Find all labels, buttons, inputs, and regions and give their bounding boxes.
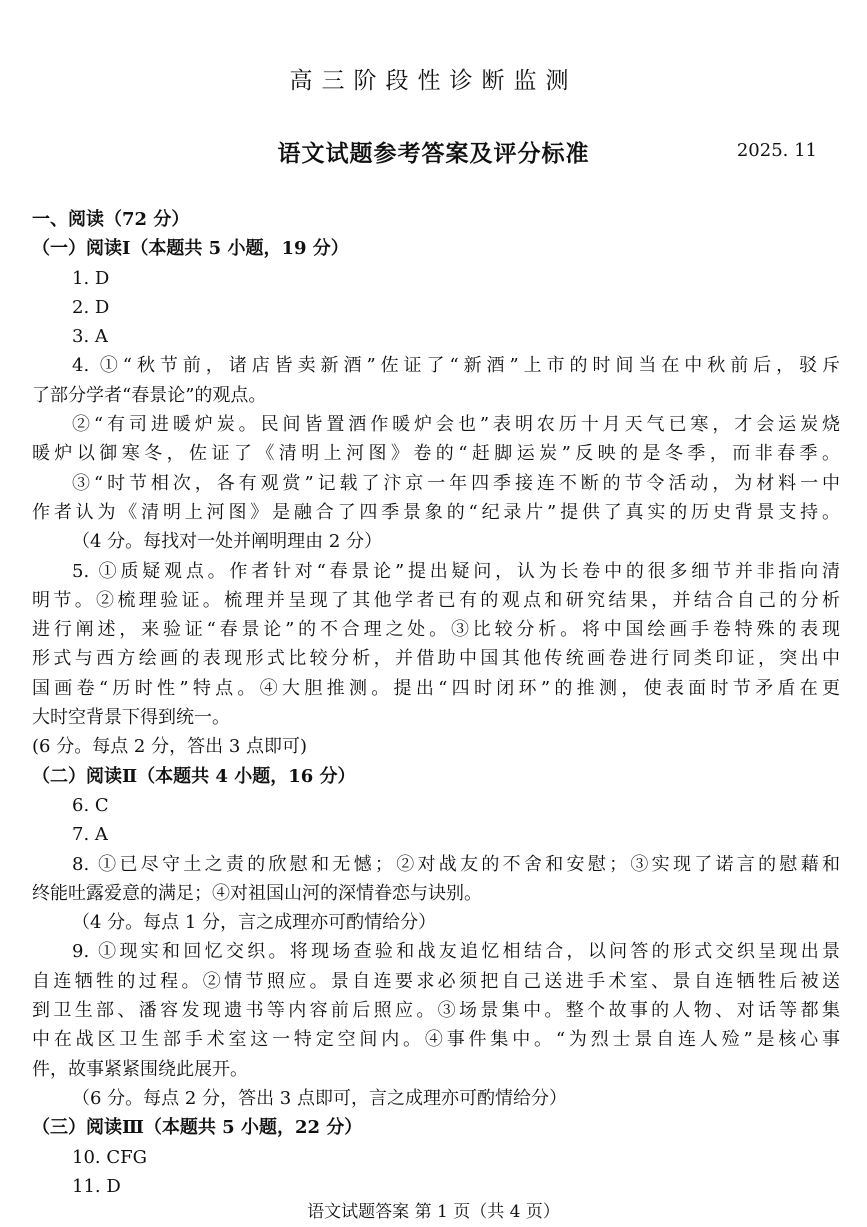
answer-line: 件，故事紧紧围绕此展开。 <box>32 1058 248 1080</box>
answer-line: 10. CFG <box>72 1146 147 1168</box>
section-heading: （一）阅读Ⅰ（本题共 5 小题，19 分） <box>32 238 349 260</box>
answer-line: 明节。②梳理验证。梳理并呈现了其他学者已有的观点和研究结果，并结合自己的分析 <box>32 589 840 611</box>
answer-line: 1. D <box>72 267 110 289</box>
answer-line: （6 分。每点 2 分，答出 3 点即可，言之成理亦可酌情给分） <box>72 1087 567 1109</box>
answer-line: 8. ①已尽守土之责的欣慰和无憾；②对战友的不舍和安慰；③实现了诺言的慰藉和 <box>72 853 840 875</box>
answer-line: 进行阐述，来验证“春景论”的不合理之处。③比较分析。将中国绘画手卷特殊的表现 <box>32 619 840 641</box>
page-footer: 语文试题答案 第 1 页（共 4 页） <box>307 1202 560 1222</box>
answer-line: 4. ①“秋节前，诸店皆卖新酒”佐证了“新酒”上市的时间当在中秋前后，驳斥 <box>72 355 840 377</box>
answer-line: 国画卷“历时性”特点。④大胆推测。提出“四时闭环”的推测，使表面时节矛盾在更 <box>32 677 840 699</box>
answer-line: 到卫生部、潘容发现遗书等内容前后照应。③场景集中。整个故事的人物、对话等都集 <box>32 1000 840 1022</box>
answer-line: 了部分学者“春景论”的观点。 <box>32 384 267 406</box>
document-date: 2025. 11 <box>736 140 817 161</box>
section-heading: （二）阅读Ⅱ（本题共 4 小题，16 分） <box>32 765 356 787</box>
answer-line: 终能吐露爱意的满足；④对祖国山河的深情眷恋与诀别。 <box>32 882 482 904</box>
answer-line: （4 分。每找对一处并阐明理由 2 分） <box>72 531 383 553</box>
answer-line: ③“时节相次，各有观赏”记载了汴京一年四季接连不断的节令活动，为材料一中 <box>72 472 840 494</box>
section-heading: （三）阅读Ⅲ（本题共 5 小题，22 分） <box>32 1117 363 1139</box>
answer-line: 大时空背景下得到统一。 <box>32 707 230 729</box>
answer-line: 11. D <box>72 1175 121 1197</box>
answer-line: 中在战区卫生部手术室这一特定空间内。④事件集中。“为烈士景自连人殓”是核心事 <box>32 1029 840 1051</box>
answer-line: 自连牺牲的过程。②情节照应。景自连要求必须把自己送进手术室、景自连牺牲后被送 <box>32 970 840 992</box>
section-heading: 一、阅读（72 分） <box>32 209 190 230</box>
answer-line: 暖炉以御寒冬，佐证了《清明上河图》卷的“赶脚运炭”反映的是冬季，而非春季。 <box>32 443 840 465</box>
answer-line: 9. ①现实和回忆交织。将现场查验和战友追忆相结合，以问答的形式交织呈现出景 <box>72 941 840 963</box>
document-subtitle: 语文试题参考答案及评分标准 <box>277 140 590 167</box>
answer-line: ②“有司进暖炉炭。民间皆置酒作暖炉会也”表明农历十月天气已寒，才会运炭烧 <box>72 414 840 436</box>
document-title: 高三阶段性诊断监测 <box>289 68 578 94</box>
answer-line: 7. A <box>72 824 108 846</box>
answer-line: 6. C <box>72 794 109 816</box>
answer-line: 3. A <box>72 326 108 348</box>
answer-line: （4 分。每点 1 分，言之成理亦可酌情给分） <box>72 912 437 934</box>
answer-content <box>32 205 840 1201</box>
answer-line: 2. D <box>72 296 110 318</box>
answer-line: (6 分。每点 2 分，答出 3 点即可) <box>32 736 308 758</box>
answer-line: 5. ①质疑观点。作者针对“春景论”提出疑问，认为长卷中的很多细节并非指向清 <box>72 560 840 582</box>
answer-line: 形式与西方绘画的表现形式比较分析，并借助中国其他传统画卷进行同类印证，突出中 <box>32 648 840 670</box>
answer-line: 作者认为《清明上河图》是融合了四季景象的“纪录片”提供了真实的历史背景支持。 <box>32 501 840 523</box>
